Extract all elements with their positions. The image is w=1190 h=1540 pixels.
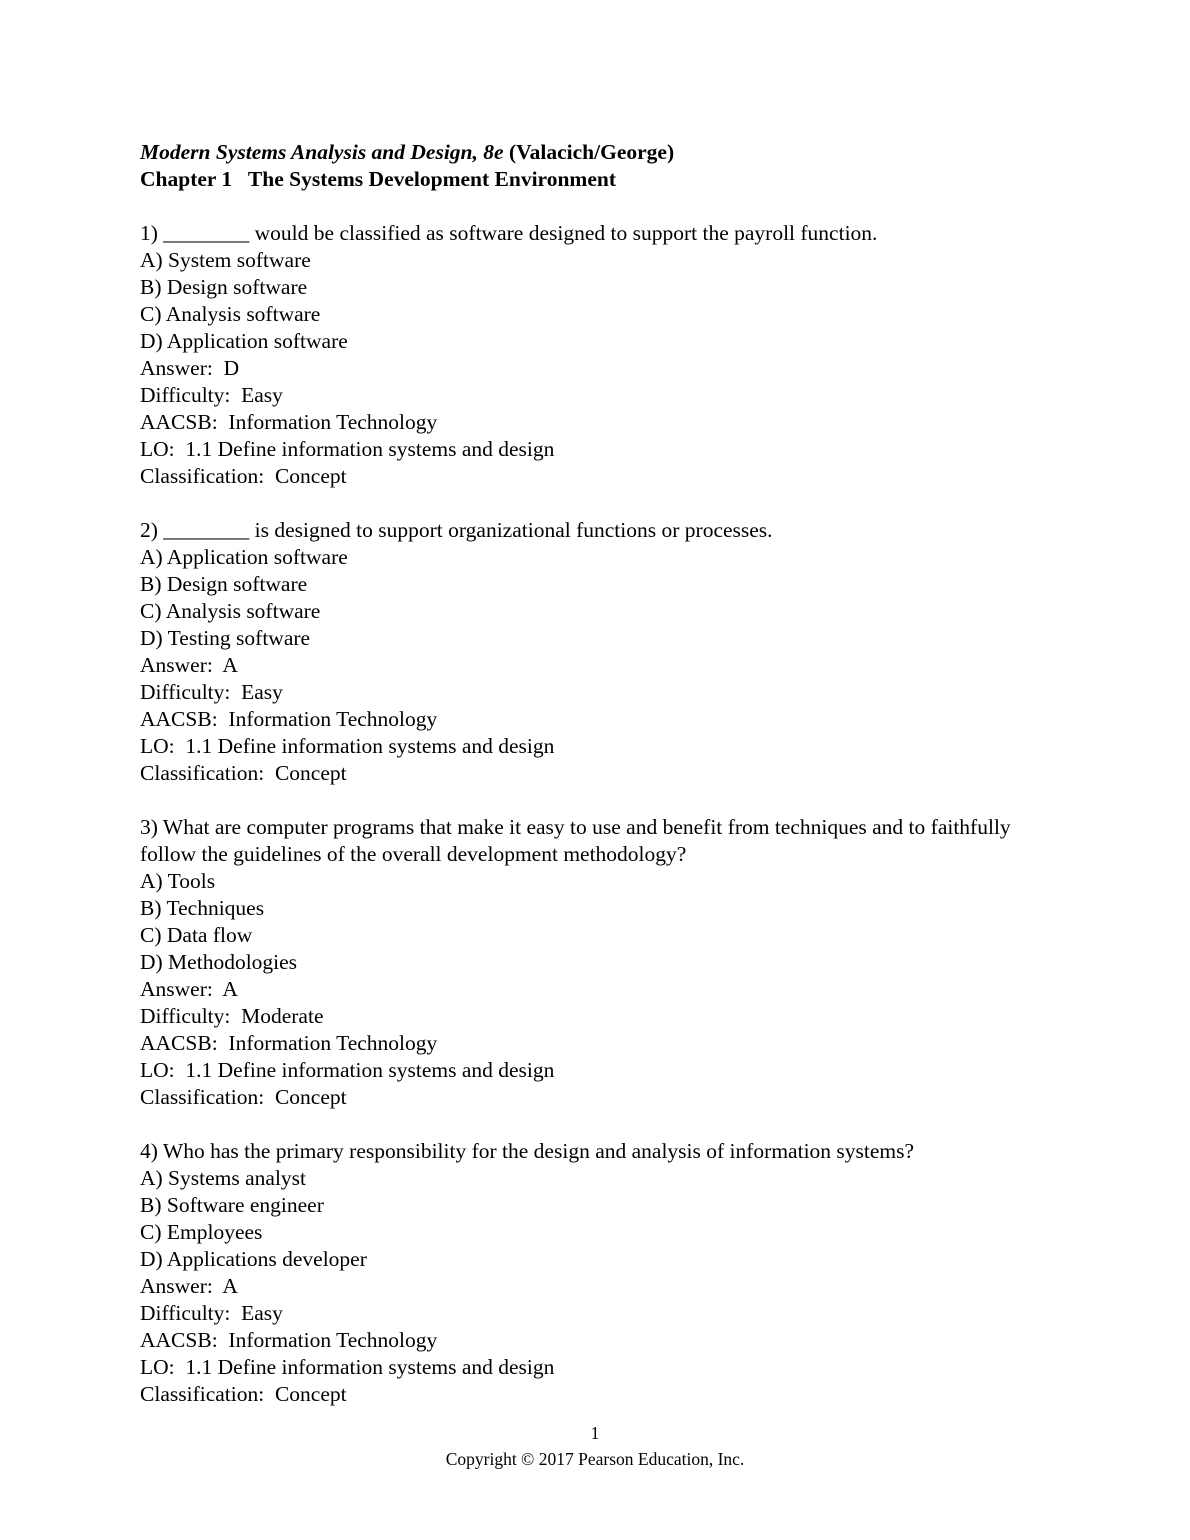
answer-option: D) Application software [140,329,348,353]
question-block [140,220,1040,490]
question-stem: 1) ________ would be classified as software designed to support the payroll function. [140,221,878,245]
answer-option: A) Systems analyst [140,1166,307,1190]
page-number: 1 [590,1423,600,1443]
answer-option: A) System software [140,248,311,272]
question-block [140,1138,1040,1408]
difficulty: Difficulty: Easy [140,680,283,704]
learning-objective: LO: 1.1 Define information systems and design [140,1355,555,1379]
classification: Classification: Concept [140,1085,347,1109]
difficulty: Difficulty: Moderate [140,1004,324,1028]
document-page [140,139,1040,1408]
aacsb: AACSB: Information Technology [140,410,438,434]
answer-option: A) Tools [140,869,216,893]
classification: Classification: Concept [140,761,347,785]
document-title [140,139,1040,166]
chapter-heading: Chapter 1 The Systems Development Environment [140,167,616,191]
aacsb: AACSB: Information Technology [140,1031,438,1055]
classification: Classification: Concept [140,1382,347,1406]
classification: Classification: Concept [140,464,347,488]
aacsb: AACSB: Information Technology [140,707,438,731]
answer-option: B) Design software [140,275,308,299]
book-title: Modern Systems Analysis and Design, 8e [140,140,504,164]
answer-option: C) Analysis software [140,302,321,326]
learning-objective: LO: 1.1 Define information systems and design [140,734,555,758]
difficulty: Difficulty: Easy [140,1301,283,1325]
question-block [140,517,1040,787]
learning-objective: LO: 1.1 Define information systems and design [140,437,555,461]
answer-option: B) Software engineer [140,1193,324,1217]
question-block [140,814,1040,1111]
question-stem: 2) ________ is designed to support organizational functions or processes. [140,518,773,542]
answer-option: D) Methodologies [140,950,298,974]
question-stem: 3) What are computer programs that make it easy to use and benefit from techniques and to faithfully follow the guidelines of the overall development methodology? [140,815,1011,866]
copyright-notice: Copyright © 2017 Pearson Education, Inc. [445,1449,745,1469]
answer-option: B) Techniques [140,896,265,920]
answer-key: Answer: D [140,356,240,380]
question-stem: 4) Who has the primary responsibility for the design and analysis of information systems? [140,1139,915,1163]
answer-key: Answer: A [140,1274,238,1298]
answer-option: C) Data flow [140,923,253,947]
difficulty: Difficulty: Easy [140,383,283,407]
answer-key: Answer: A [140,653,238,677]
answer-option: D) Testing software [140,626,311,650]
answer-option: A) Application software [140,545,348,569]
answer-option: D) Applications developer [140,1247,367,1271]
answer-key: Answer: A [140,977,238,1001]
answer-option: C) Analysis software [140,599,321,623]
aacsb: AACSB: Information Technology [140,1328,438,1352]
book-authors: (Valacich/George) [508,140,675,164]
answer-option: C) Employees [140,1220,263,1244]
answer-option: B) Design software [140,572,308,596]
learning-objective: LO: 1.1 Define information systems and design [140,1058,555,1082]
